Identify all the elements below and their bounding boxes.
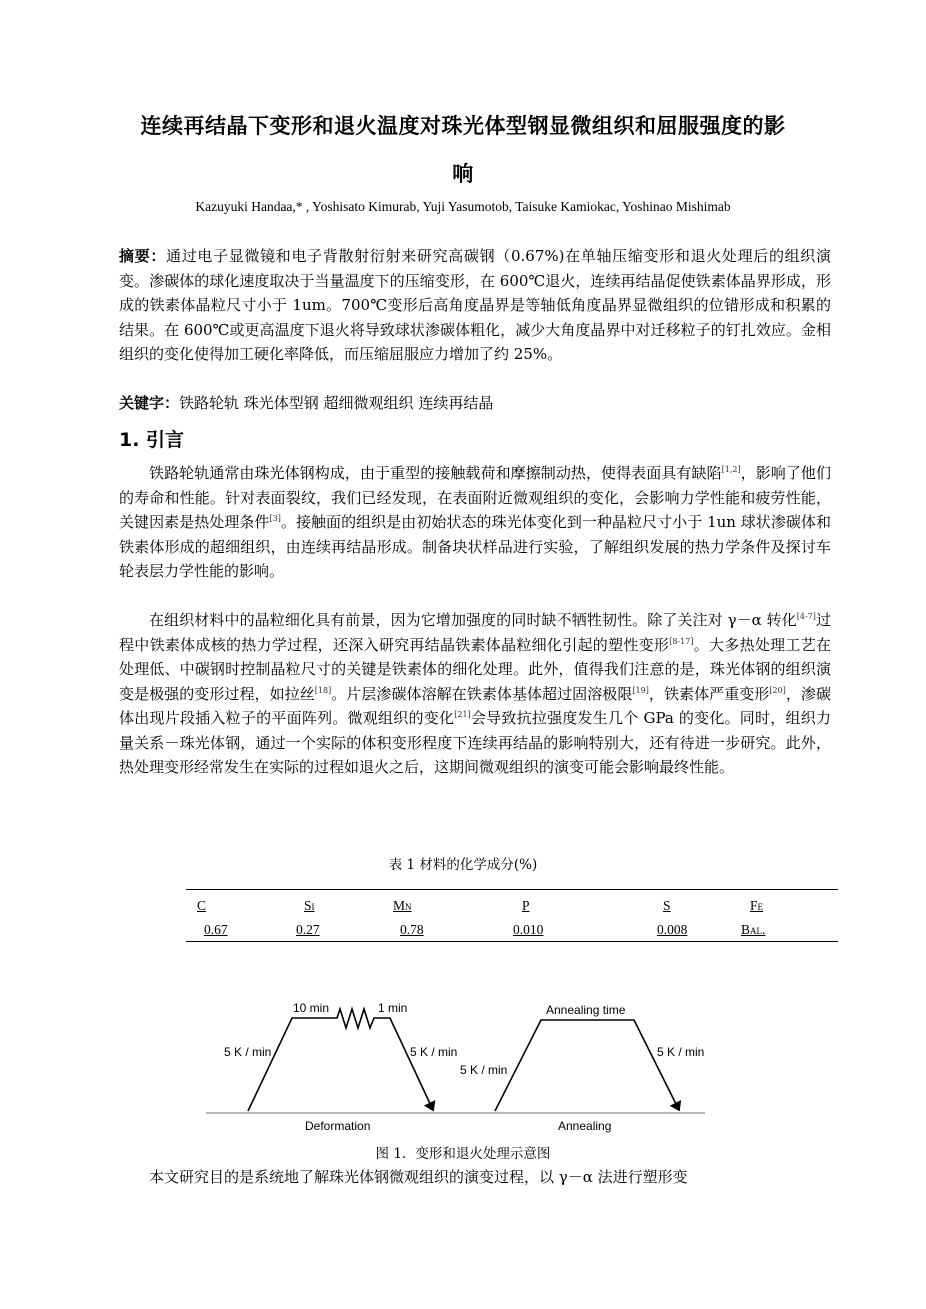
label-annealing: Annealing: [558, 1119, 612, 1133]
text-run: 在组织材料中的晶粒细化具有前景，因为它增加强度的同时缺不牺牲韧性。除了关注对 γ－α 转化: [149, 611, 797, 629]
table-bottom-rule: [186, 941, 838, 942]
citation: [20]: [769, 685, 786, 695]
text-run: 。片层渗碳体溶解在铁素体基体超过固溶极限: [331, 684, 633, 703]
text-run: 。大多热处理工艺在处理低、中碳钢时控制晶粒尺寸的关键是铁素体的细化处理。此外，值得我们注意的是，珠光体钢的组织演变是极强的变形过程，如拉丝: [119, 635, 831, 703]
text-run: 会导致抗拉强度发生几个 GPa 的变化。同时，组织力量关系－珠光体钢，通过一个实际的体积变形程度下连续再结晶的影响特别大，还有待进一步研究。此外，热处理变形经常发生在实际的过程如退火之后，这期间微观组织的演变可能会影响最终性能。: [119, 709, 831, 776]
section-heading-introduction: 1. 引言: [119, 429, 185, 451]
label-hold-1min: 1 min: [378, 1001, 408, 1015]
table-header-si: Si: [304, 898, 315, 913]
intro-paragraph-1: [119, 461, 831, 584]
text-run: ，影响了他们的寿命和性能。针对表面裂纹，我们已经发现，在表面附近微观组织的变化，会影响力学性能和疲劳性能，关键因素是热处理条件: [119, 464, 831, 531]
heat-treatment-diagram: [200, 990, 720, 1135]
author-list: Kazuyuki Handaa,* , Yoshisato Kimurab, Yuji Yasumotob, Taisuke Kamiokac, Yoshinao Mishimab: [195, 199, 731, 214]
deformation-profile: [248, 1009, 433, 1111]
intro-paragraph-3: 本文研究目的是系统地了解珠光体钢微观组织的演变过程，以 γ－α 法进行塑形变: [149, 1168, 688, 1186]
citation: [4-7]: [796, 612, 816, 621]
citation: [21]: [454, 710, 471, 719]
table-header-fe: Fe: [750, 898, 764, 913]
label-rate-down: 5 K / min: [410, 1045, 458, 1059]
label-rate-up-2: 5 K / min: [460, 1063, 508, 1077]
citation: [1,2]: [721, 465, 741, 474]
annealing-profile: [495, 1020, 679, 1111]
table-header-mn: Mn: [393, 898, 412, 913]
text-run: 。接触面的组织是由初始状态的珠光体变化到一种晶粒尺寸小于 1un 球状渗碳体和铁素体形成的超细组织，由连续再结晶形成。制备块状样品进行实验，了解组织发展的热力学条件及探讨车轮表层力学性能的影响。: [119, 513, 831, 580]
table-header-c: C: [197, 898, 207, 913]
table-cell-si: 0.27: [296, 922, 320, 937]
text-run: ，铁素体严重变形: [648, 684, 770, 703]
label-hold-10min: 10 min: [293, 1001, 330, 1015]
table-header-s: S: [663, 898, 671, 913]
keywords: [119, 391, 831, 416]
figure-caption: 图 1．变形和退火处理示意图: [375, 1146, 551, 1162]
label-rate-down-2: 5 K / min: [657, 1045, 705, 1059]
keywords-label: 关键字：: [119, 394, 180, 412]
intro-paragraph-2: [119, 608, 831, 780]
table-cell-p: 0.010: [513, 922, 544, 937]
text-run: 过程中铁素体成核的热力学过程，还深入研究再结晶铁素体晶粒细化引起的塑性变形: [119, 611, 831, 654]
table-cell-fe: Bal.: [741, 922, 766, 937]
paper-title-line-2: 响: [452, 162, 474, 186]
text-run: 铁路轮轨通常由珠光体钢构成，由于重型的接触载荷和摩擦制动热，使得表面具有缺陷: [149, 464, 722, 482]
citation: [8-17]: [669, 636, 694, 646]
abstract-label: 摘要：: [119, 247, 167, 265]
citation: [18]: [314, 685, 332, 695]
table-cell-mn: 0.78: [400, 922, 424, 937]
table-cell-c: 0.67: [204, 922, 228, 937]
abstract-text: 通过电子显微镜和电子背散射衍射来研究高碳钢（0.67%)在单轴压缩变形和退火处理后的组织演变。渗碳体的球化速度取决于当量温度下的压缩变形，在 600℃退火，连续再结晶促使铁素体晶界形成，形成的铁素体晶粒尺寸小于 1um。700℃变形后高角度晶界是等轴低角度晶界显微组织的位错形成和积累的结果。在 600℃或更高温度下退火将导致球状渗碳体粗化，减少大角度晶界中对迁移粒子的钉扎效应。金相组织的变化使得加工硬化率降低，而压缩屈服应力增加了约 25%。: [119, 247, 831, 363]
paper-title-line-1: 连续再结晶下变形和退火温度对珠光体型钢显微组织和屈服强度的影: [140, 114, 786, 138]
table-caption: 表 1 材料的化学成分(%): [388, 857, 538, 873]
label-rate-up: 5 K / min: [224, 1045, 272, 1059]
table-top-rule: [186, 889, 838, 890]
abstract: [119, 244, 831, 367]
citation: [3]: [269, 514, 281, 523]
table-header-p: P: [522, 898, 530, 913]
citation: [19]: [632, 685, 649, 695]
table-cell-s: 0.008: [657, 922, 688, 937]
label-annealing-time: Annealing time: [546, 1003, 626, 1017]
keywords-text: 铁路轮轨 珠光体型钢 超细微观组织 连续再结晶: [179, 394, 494, 412]
text-run: ，渗碳体出现片段插入粒子的平面阵列。微观组织的变化: [119, 684, 831, 727]
label-deformation: Deformation: [305, 1119, 371, 1133]
